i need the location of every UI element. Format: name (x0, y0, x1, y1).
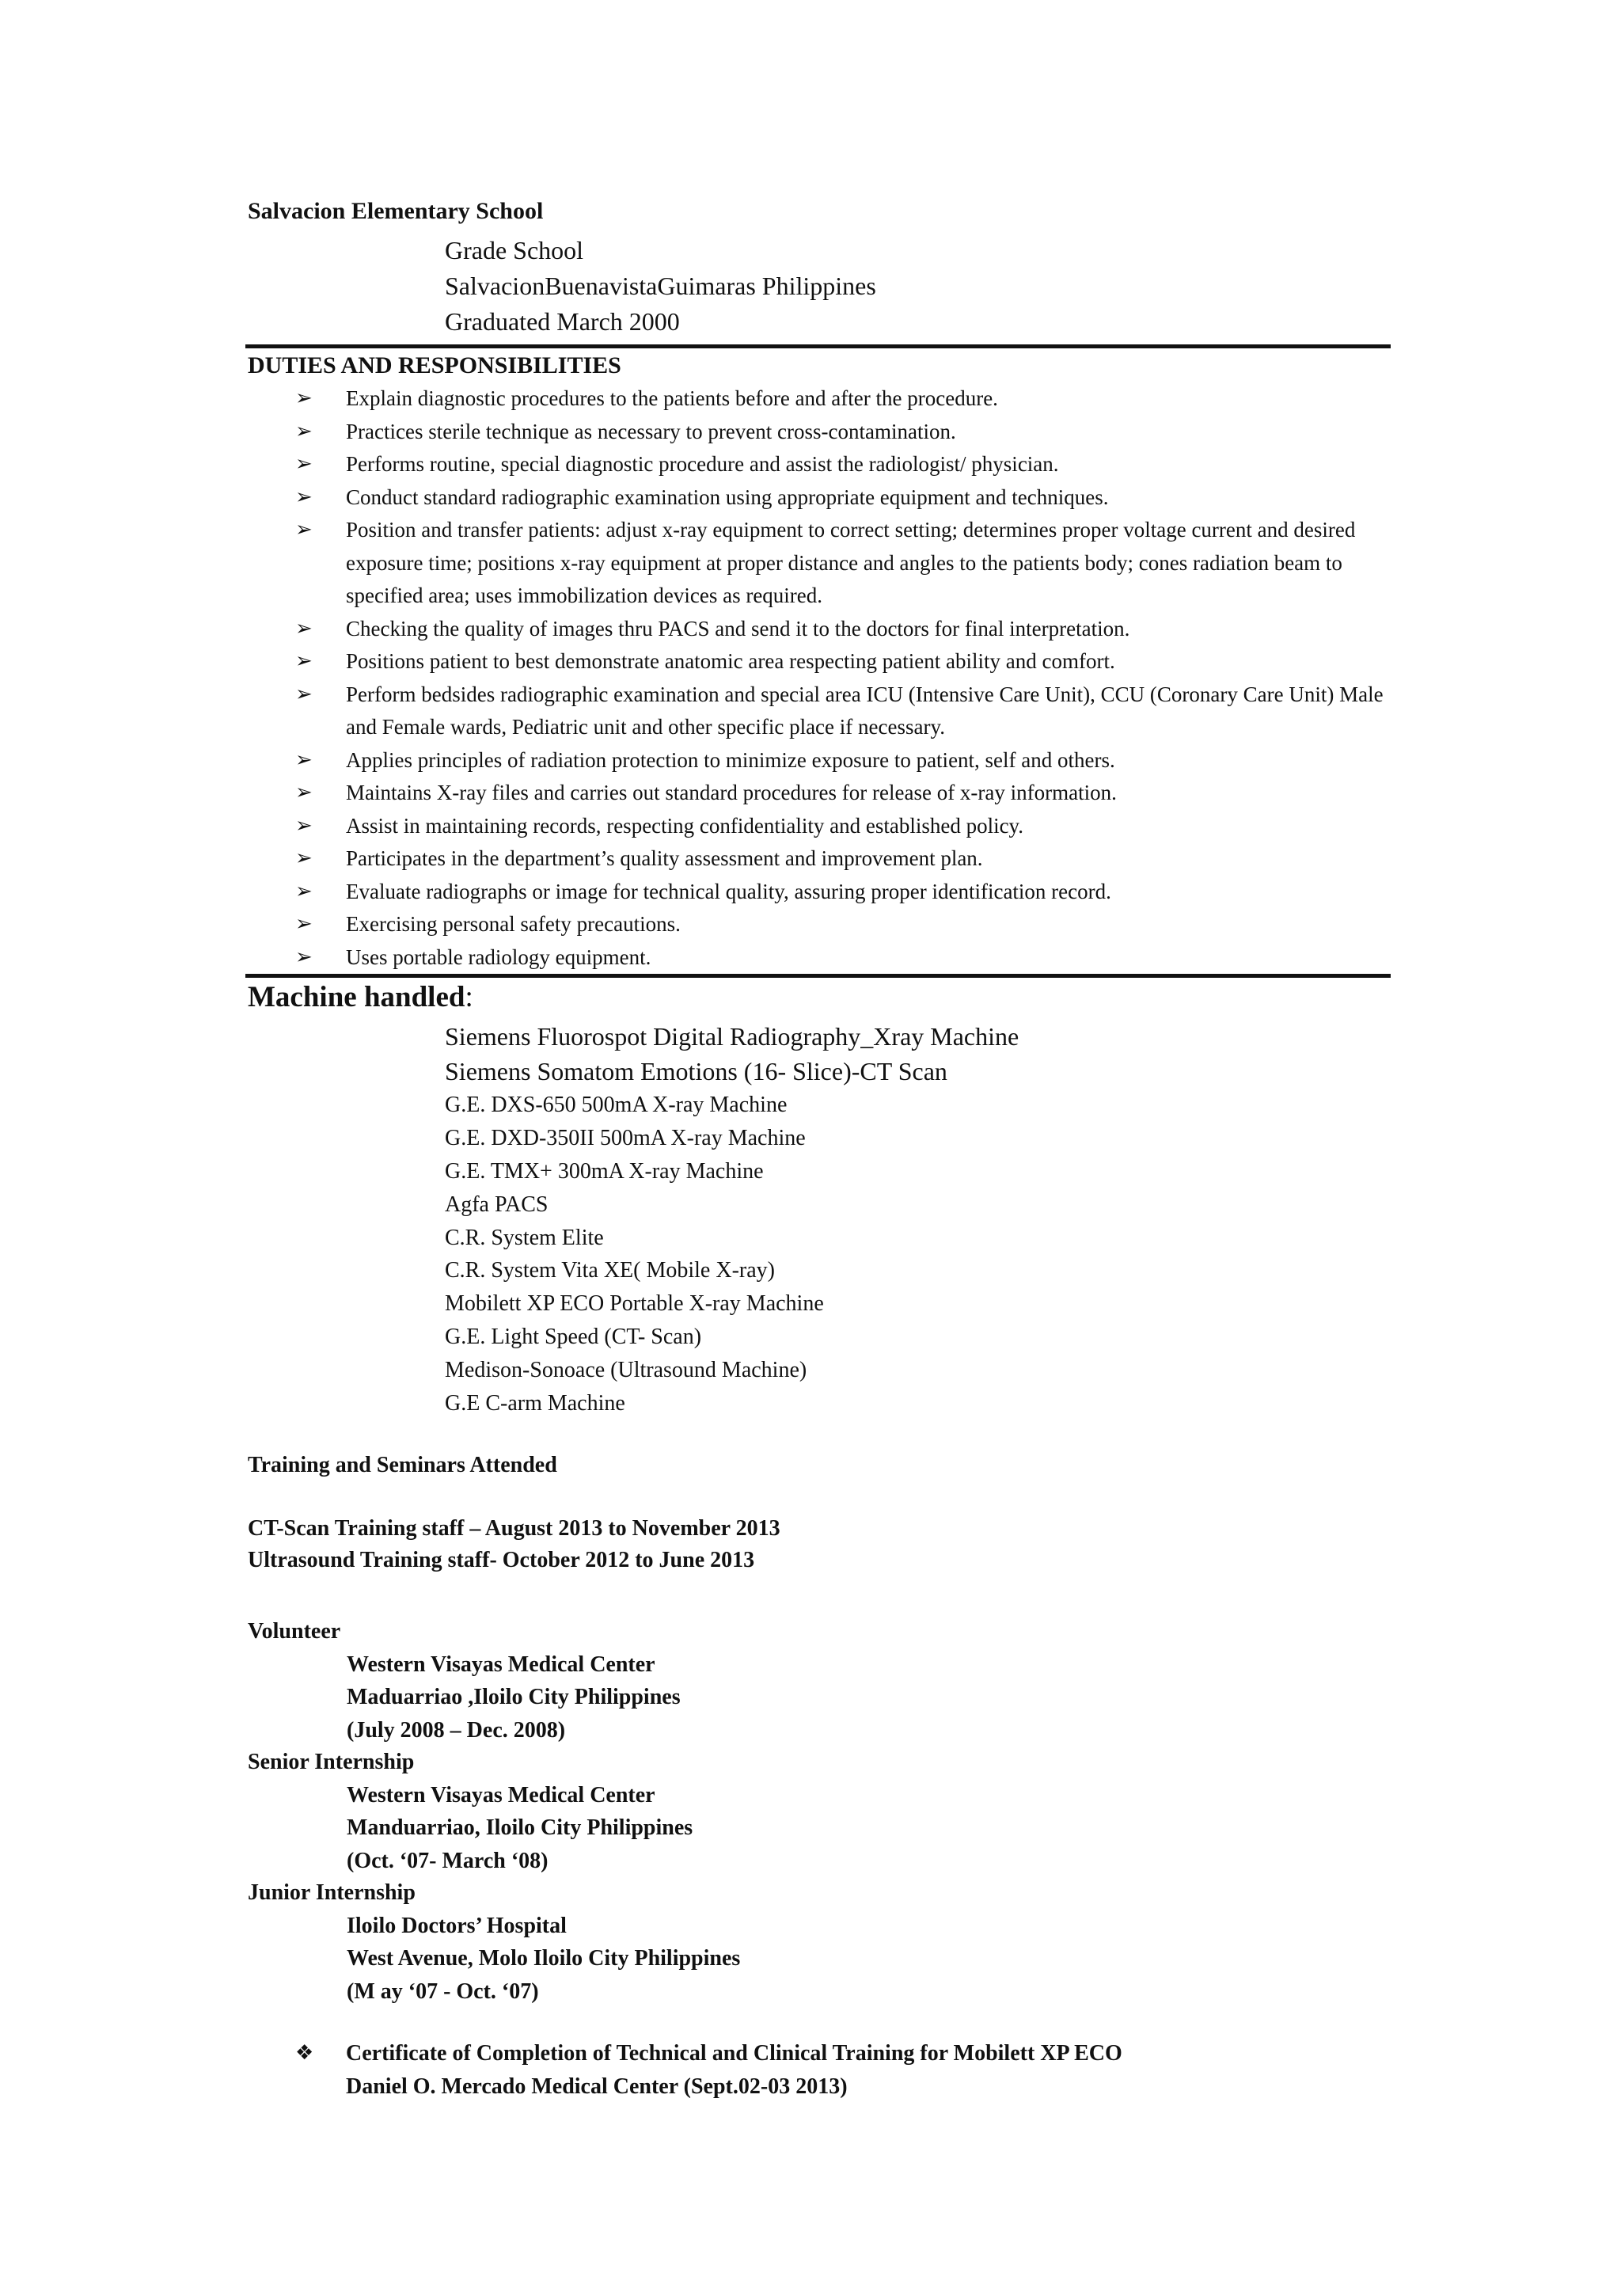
training-item: Ultrasound Training staff- October 2012 to June 2013 (248, 1548, 755, 1572)
arrowhead-bullet-icon: ➢ (295, 846, 313, 870)
arrowhead-bullet-icon: ➢ (295, 485, 313, 509)
experience-hospital: Iloilo Doctors’ Hospital (347, 1913, 567, 1938)
arrowhead-bullet-icon: ➢ (295, 682, 313, 706)
section-divider (245, 344, 1391, 348)
experience-role: Volunteer (248, 1619, 341, 1644)
certificate-issuer: Daniel O. Mercado Medical Center (Sept.02-03 2013) (346, 2074, 848, 2099)
duty-item: ➢ Explain diagnostic procedures to the patients before and after the procedure. (0, 382, 1391, 416)
duty-item: ➢ Practices sterile technique as necessary to prevent cross-contamination. (0, 416, 1391, 449)
duty-item: ➢ Position and transfer patients: adjust x-ray equipment to correct setting; determines proper voltage current and desired exposure time; positions x-ray equipment at proper distance and angles to the patients body; cones radiation beam to specified area; uses immobilization devices as required. (0, 514, 1391, 613)
arrowhead-bullet-icon: ➢ (295, 945, 313, 969)
arrowhead-bullet-icon: ➢ (295, 518, 313, 542)
machine-item: Siemens Somatom Emotions (16- Slice)-CT Scan (445, 1057, 947, 1085)
duty-item: ➢ Evaluate radiographs or image for technical quality, assuring proper identification record. (0, 876, 1391, 909)
section-divider (245, 974, 1391, 978)
school-level: Grade School (445, 236, 584, 264)
training-item: CT-Scan Training staff – August 2013 to November 2013 (248, 1516, 780, 1541)
certificate (295, 2037, 1122, 2103)
duty-item: ➢ Positions patient to best demonstrate anatomic area respecting patient ability and comfort. (0, 645, 1391, 679)
machine-item: Medison-Sonoace (Ultrasound Machine) (445, 1358, 807, 1383)
diamond-bullet-icon: ❖ (295, 2041, 314, 2065)
machine-item: Mobilett XP ECO Portable X-ray Machine (445, 1291, 824, 1317)
experience-address: Maduarriao ,Iloilo City Philippines (347, 1685, 681, 1709)
duties-list (0, 382, 1621, 974)
machine-item: G.E. Light Speed (CT- Scan) (445, 1325, 702, 1350)
duty-item: ➢ Exercising personal safety precautions. (0, 908, 1391, 941)
duty-item: ➢ Performs routine, special diagnostic procedure and assist the radiologist/ physician. (0, 448, 1391, 481)
machine-item: Agfa PACS (445, 1192, 549, 1217)
school-name: Salvacion Elementary School (248, 198, 544, 224)
experience-role: Junior Internship (248, 1880, 416, 1905)
duty-item: ➢ Conduct standard radiographic examination using appropriate equipment and techniques. (0, 481, 1391, 515)
experience-dates: (July 2008 – Dec. 2008) (347, 1717, 566, 1743)
arrowhead-bullet-icon: ➢ (295, 747, 313, 772)
school-address: SalvacionBuenavistaGuimaras Philippines (445, 272, 876, 300)
experience-role: Senior Internship (248, 1750, 415, 1774)
duty-item: ➢ Assist in maintaining records, respecting confidentiality and established policy. (0, 810, 1391, 843)
experience-hospital: Western Visayas Medical Center (347, 1652, 655, 1677)
duty-item: ➢ Applies principles of radiation protection to minimize exposure to patient, self and others. (0, 744, 1391, 777)
machine-item: Siemens Fluorospot Digital Radiography_Xray Machine (445, 1022, 1019, 1051)
duty-item: ➢ Participates in the department’s quality assessment and improvement plan. (0, 842, 1391, 876)
machine-item: C.R. System Vita XE( Mobile X-ray) (445, 1258, 775, 1283)
machine-item: G.E. DXS-650 500mA X-ray Machine (445, 1093, 788, 1117)
experience-senior-internship (248, 1746, 693, 1877)
arrowhead-bullet-icon: ➢ (295, 452, 313, 476)
experience-address: Manduarriao, Iloilo City Philippines (347, 1815, 693, 1840)
experience-dates: (M ay ‘07 - Oct. ‘07) (347, 1979, 539, 2004)
school-graduation: Graduated March 2000 (445, 307, 680, 336)
duty-item: ➢ Maintains X-ray files and carries out standard procedures for release of x-ray information. (0, 777, 1391, 810)
duties-heading: DUTIES AND RESPONSIBILITIES (248, 352, 621, 378)
machine-item: G.E. TMX+ 300mA X-ray Machine (445, 1158, 764, 1184)
duty-item: ➢ Perform bedsides radiographic examination and special area ICU (Intensive Care Unit), CCU (Coronary Care Unit) Male and Female wards, Pediatric unit and other specific place if necessary. (0, 679, 1391, 744)
experience-junior-internship (248, 1876, 740, 2008)
school-details (445, 233, 876, 340)
arrowhead-bullet-icon: ➢ (295, 912, 313, 936)
duty-item: ➢ Uses portable radiology equipment. (0, 941, 1391, 975)
arrowhead-bullet-icon: ➢ (295, 649, 313, 673)
arrowhead-bullet-icon: ➢ (295, 386, 313, 410)
training-heading: Training and Seminars Attended (248, 1453, 557, 1477)
experience-address: West Avenue, Molo Iloilo City Philippines (347, 1946, 741, 1971)
certificate-title: Certificate of Completion of Technical and Clinical Training for Mobilett XP ECO (346, 2041, 1122, 2066)
duty-item: ➢ Checking the quality of images thru PACS and send it to the doctors for final interpretation. (0, 613, 1391, 646)
arrowhead-bullet-icon: ➢ (295, 813, 313, 838)
arrowhead-bullet-icon: ➢ (295, 419, 313, 443)
arrowhead-bullet-icon: ➢ (295, 616, 313, 641)
machine-heading: Machine handled: (248, 981, 473, 1013)
machine-item: C.R. System Elite (445, 1225, 604, 1250)
machine-item: G.E. DXD-350II 500mA X-ray Machine (445, 1125, 806, 1150)
machine-item: G.E C-arm Machine (445, 1391, 625, 1416)
experience-dates: (Oct. ‘07- March ‘08) (347, 1848, 549, 1873)
experience-hospital: Western Visayas Medical Center (347, 1782, 655, 1808)
arrowhead-bullet-icon: ➢ (295, 781, 313, 804)
experience-volunteer (248, 1615, 681, 1747)
machine-list (445, 1019, 1019, 1420)
arrowhead-bullet-icon: ➢ (295, 879, 313, 903)
